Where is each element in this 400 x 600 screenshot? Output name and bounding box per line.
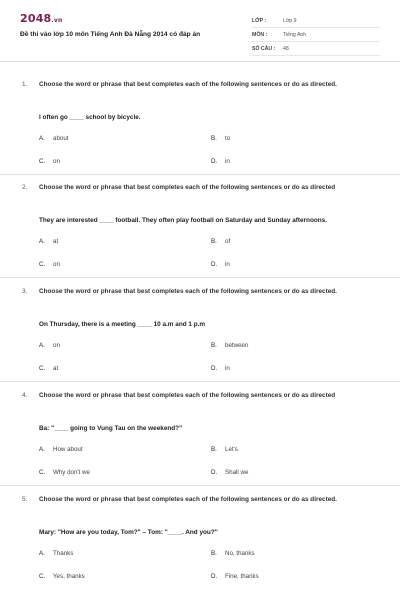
option-letter: A. bbox=[39, 135, 45, 142]
option-letter: C. bbox=[39, 365, 46, 372]
option-letter: D. bbox=[211, 365, 218, 372]
option-letter: B. bbox=[211, 238, 217, 245]
answer-option-d[interactable] bbox=[211, 158, 230, 165]
option-text: on bbox=[53, 342, 60, 349]
question-instruction: Choose the word or phrase that best completes each of the following sentences or do as directed bbox=[39, 392, 336, 399]
answer-option-d[interactable] bbox=[211, 573, 259, 580]
option-text: Thanks bbox=[53, 550, 74, 557]
option-text: Let's bbox=[225, 446, 238, 453]
answer-option-b[interactable] bbox=[211, 135, 230, 142]
option-letter: A. bbox=[39, 446, 45, 453]
question-number: 3. bbox=[22, 288, 28, 295]
exam-meta bbox=[252, 14, 380, 56]
option-letter: C. bbox=[39, 261, 46, 268]
answer-option-a[interactable] bbox=[39, 446, 83, 453]
question-instruction: Choose the word or phrase that best completes each of the following sentences or do as directed. bbox=[39, 81, 337, 88]
option-text: to bbox=[225, 135, 231, 142]
option-letter: B. bbox=[211, 342, 217, 349]
question-instruction: Choose the word or phrase that best completes each of the following sentences or do as directed. bbox=[39, 496, 337, 503]
answer-option-b[interactable] bbox=[211, 342, 248, 349]
option-text: on bbox=[53, 261, 60, 268]
option-text: Yes, thanks bbox=[53, 573, 85, 580]
meta-row-class bbox=[252, 14, 380, 28]
question-instruction: Choose the word or phrase that best completes each of the following sentences or do as directed. bbox=[39, 288, 337, 295]
question-divider bbox=[0, 277, 400, 278]
option-text: between bbox=[225, 342, 249, 349]
option-letter: A. bbox=[39, 550, 45, 557]
question-number: 5. bbox=[22, 496, 28, 503]
question-sentence: On Thursday, there is a meeting ____ 10 a.m and 1 p.m bbox=[39, 321, 206, 328]
option-letter: D. bbox=[211, 158, 218, 165]
meta-row-count bbox=[252, 42, 380, 56]
option-letter: C. bbox=[39, 573, 46, 580]
meta-row-subject bbox=[252, 28, 380, 42]
answer-option-b[interactable] bbox=[211, 446, 238, 453]
option-letter: D. bbox=[211, 261, 218, 268]
option-text: at bbox=[53, 238, 59, 245]
option-text: in bbox=[225, 158, 230, 165]
question-sentence: Mary: "How are you today, Tom?" – Tom: "____. And you?" bbox=[39, 529, 218, 536]
exam-title: Đề thi vào lớp 10 môn Tiếng Anh Đà Nẵng 2014 có đáp án bbox=[20, 31, 201, 38]
question-sentence: Ba: "____ going to Vung Tau on the weekend?" bbox=[39, 425, 183, 432]
question-number: 1. bbox=[22, 81, 28, 88]
answer-option-c[interactable] bbox=[39, 158, 60, 165]
answer-option-d[interactable] bbox=[211, 469, 248, 476]
answer-option-d[interactable] bbox=[211, 365, 230, 372]
meta-key: MÔN : bbox=[252, 31, 268, 38]
option-letter: A. bbox=[39, 238, 45, 245]
option-text: Fine, thanks bbox=[225, 573, 259, 580]
option-text: at bbox=[53, 365, 59, 372]
option-letter: B. bbox=[211, 135, 217, 142]
answer-option-a[interactable] bbox=[39, 342, 60, 349]
answer-option-a[interactable] bbox=[39, 135, 68, 142]
option-letter: C. bbox=[39, 158, 46, 165]
option-text: in bbox=[225, 261, 230, 268]
meta-key: SỐ CÂU : bbox=[252, 45, 276, 52]
option-letter: B. bbox=[211, 550, 217, 557]
question-sentence: They are interested ____ football. They often play football on Saturday and Sunday afternoons. bbox=[39, 217, 327, 224]
answer-option-d[interactable] bbox=[211, 261, 230, 268]
meta-value: 48 bbox=[283, 45, 289, 52]
option-text: Why don't we bbox=[53, 469, 90, 476]
meta-value: Tiếng Anh bbox=[283, 31, 307, 38]
answer-option-b[interactable] bbox=[211, 238, 230, 245]
option-letter: C. bbox=[39, 469, 46, 476]
option-letter: B. bbox=[211, 446, 217, 453]
question-divider bbox=[0, 485, 400, 486]
option-text: about bbox=[53, 135, 69, 142]
option-letter: A. bbox=[39, 342, 45, 349]
option-text: No, thanks bbox=[225, 550, 255, 557]
answer-option-c[interactable] bbox=[39, 573, 85, 580]
option-text: of bbox=[225, 238, 231, 245]
question-number: 2. bbox=[22, 184, 28, 191]
meta-key: LỚP : bbox=[252, 17, 267, 24]
page-header bbox=[0, 0, 400, 62]
answer-option-c[interactable] bbox=[39, 365, 58, 372]
option-text: on bbox=[53, 158, 60, 165]
answer-option-a[interactable] bbox=[39, 238, 58, 245]
answer-option-c[interactable] bbox=[39, 469, 90, 476]
option-text: Shall we bbox=[225, 469, 249, 476]
question-sentence: I often go ____ school by bicycle. bbox=[39, 114, 141, 121]
answer-option-b[interactable] bbox=[211, 550, 255, 557]
option-text: How about bbox=[53, 446, 83, 453]
question-number: 4. bbox=[22, 392, 28, 399]
answer-option-a[interactable] bbox=[39, 550, 73, 557]
site-logo[interactable] bbox=[20, 12, 62, 25]
option-letter: D. bbox=[211, 573, 218, 580]
option-text: in bbox=[225, 365, 230, 372]
meta-value: Lớp 9 bbox=[283, 17, 297, 24]
option-letter: D. bbox=[211, 469, 218, 476]
answer-option-c[interactable] bbox=[39, 261, 60, 268]
logo-text[interactable]: 2048 bbox=[20, 12, 52, 25]
question-divider bbox=[0, 174, 400, 175]
question-instruction: Choose the word or phrase that best completes each of the following sentences or do as directed bbox=[39, 184, 336, 191]
question-divider bbox=[0, 381, 400, 382]
logo-tld[interactable]: .vn bbox=[51, 17, 63, 24]
